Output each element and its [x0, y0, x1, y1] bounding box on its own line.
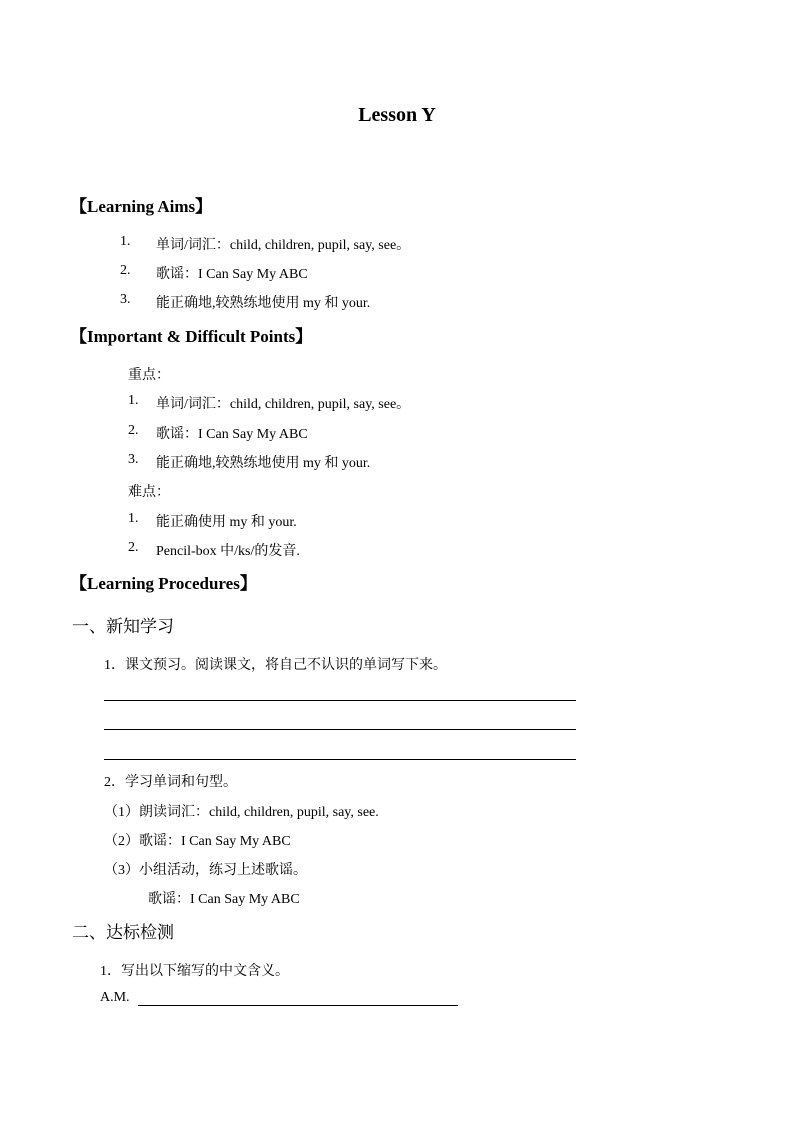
- aim-text-2: 歌谣：I Can Say My ABC: [156, 267, 308, 282]
- answer-line-1[interactable]: [104, 700, 576, 701]
- part2-title: 二、达标检测: [72, 923, 174, 942]
- difficult-points-label: 难点：: [128, 485, 170, 500]
- part1-title: 一、新知学习: [72, 617, 174, 636]
- key-point-text-1: 单词/词汇：child, children, pupil, say, see。: [156, 397, 411, 412]
- part1-step2: 2．学习单词和句型。: [104, 775, 237, 790]
- aim-number: 3.: [120, 292, 131, 307]
- key-point-text-3: 能正确地,较熟练地使用 my 和 your.: [156, 456, 371, 471]
- learning-aims-heading: 【Learning Aims】: [70, 197, 213, 216]
- part1-sub3: （3）小组活动，练习上述歌谣。: [104, 863, 307, 878]
- aim-text-3: 能正确地,较熟练地使用 my 和 your.: [156, 296, 371, 311]
- page-title: Lesson Y: [358, 104, 436, 126]
- difficult-point-number-1: 1.: [128, 511, 139, 526]
- aim-item-1: [120, 234, 131, 250]
- difficult-point-number-2: 2.: [128, 540, 139, 555]
- key-point-number-3: 3.: [128, 452, 139, 467]
- answer-line-2[interactable]: [104, 729, 576, 730]
- points-heading: 【Important & Difficult Points】: [70, 327, 313, 346]
- part2-step1: 1．写出以下缩写的中文含义。: [100, 964, 289, 979]
- part1-sub3-detail: 歌谣：I Can Say My ABC: [148, 892, 300, 907]
- key-point-number-1: 1.: [128, 393, 139, 408]
- aim-number: 1.: [120, 234, 131, 249]
- difficult-point-text-1: 能正确使用 my 和 your.: [156, 515, 297, 530]
- am-label: A.M.: [100, 990, 130, 1005]
- key-point-text-2: 歌谣：I Can Say My ABC: [156, 427, 308, 442]
- key-point-number-2: 2.: [128, 423, 139, 438]
- aim-text-1: 单词/词汇：child, children, pupil, say, see。: [156, 238, 411, 253]
- aim-item-3: [120, 292, 131, 308]
- procedures-heading: 【Learning Procedures】: [70, 574, 257, 593]
- am-answer-line[interactable]: [138, 1005, 458, 1006]
- part1-step1: 1．课文预习。阅读课文，将自己不认识的单词写下来。: [104, 658, 447, 673]
- key-points-label: 重点：: [128, 368, 170, 383]
- aim-number: 2.: [120, 263, 131, 278]
- answer-line-3[interactable]: [104, 759, 576, 760]
- part1-sub2: （2）歌谣：I Can Say My ABC: [104, 834, 291, 849]
- part1-sub1: （1）朗读词汇：child, children, pupil, say, see.: [104, 805, 379, 820]
- difficult-point-text-2: Pencil-box 中/ks/的发音.: [156, 544, 300, 559]
- aim-item-2: [120, 263, 131, 279]
